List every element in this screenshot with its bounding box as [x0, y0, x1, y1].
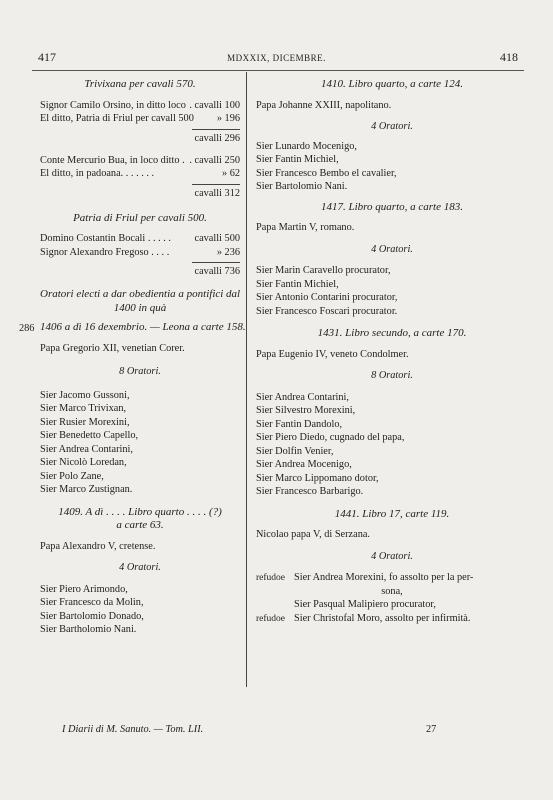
cavalli-row: [40, 99, 240, 113]
pope-line: Papa Eugenio IV, veneto Condolmer.: [256, 348, 409, 360]
section-heading-cont: a carte 63.: [116, 519, 164, 531]
column-divider: [246, 72, 247, 687]
list-item: Sier Andrea Mocenigo,: [256, 459, 352, 470]
sum-total: cavalli 736: [194, 266, 240, 277]
oratori-heading: 4 Oratori.: [371, 121, 413, 132]
list-item: Sier Bartolomio Donado,: [40, 610, 144, 622]
row-value: 100: [224, 99, 240, 111]
list-item: Sier Francesco Barbarigo.: [256, 486, 364, 497]
list-item: Sier Andrea Contarini,: [40, 443, 133, 455]
section-heading: 1441. Libro 17, carte 119.: [334, 507, 450, 520]
row-value: 62: [229, 168, 240, 179]
list-item: Sier Piero Diedo, cugnado del papa,: [256, 432, 405, 443]
row-value: 236: [224, 246, 240, 258]
list-item: [256, 598, 528, 612]
row-name: Signor Camilo Orsino, in ditto loco: [40, 99, 186, 111]
list-item: Sier Jacomo Gussoni,: [40, 389, 130, 401]
list-item: Sier Fantin Michiel,: [256, 154, 339, 165]
margin-number: 286: [19, 323, 35, 334]
section-heading: 1431. Libro secundo, a carte 170.: [317, 327, 467, 339]
row-name: El ditto, in padoana. . . . . . .: [40, 168, 155, 179]
list-item: [256, 571, 528, 585]
row-unit: »: [216, 246, 222, 258]
signature-number: 27: [426, 724, 437, 735]
list-item: Sier Nicolò Loredan,: [40, 457, 127, 468]
cavalli-row: [40, 154, 240, 168]
row-unit: cavalli: [194, 233, 222, 244]
section-heading: 1417. Libro quarto, a carte 183.: [321, 200, 463, 213]
section-heading: 1409. A dì . . . . Libro quarto . . . . (?): [58, 505, 222, 518]
section-heading: Trivixana per cavali 570.: [84, 78, 196, 90]
row-name: Signor Alexandro Fregoso . . . .: [40, 246, 170, 258]
oratori-heading: 8 Oratori.: [371, 370, 413, 381]
chapter-title: Oratori electi a dar obedientia a pontifici dal: [40, 288, 241, 300]
right-column: [256, 77, 528, 625]
list-item: Sier Fantin Michiel,: [256, 278, 339, 290]
section-heading: 1410. Libro quarto, a carte 124.: [321, 78, 463, 90]
list-item: Sier Marco Trivixan,: [40, 403, 127, 414]
left-column: [40, 77, 246, 637]
list-item: Sier Silvestro Morexini,: [256, 405, 356, 416]
cavalli-row: [40, 246, 240, 260]
oratori-heading: 8 Oratori.: [119, 366, 161, 377]
row-unit: »: [216, 113, 222, 124]
running-title: MDXXIX, DICEMBRE.: [227, 53, 326, 63]
footer-title: I Diarii di M. Sanuto. — Tom. LII.: [62, 724, 204, 735]
row-name: Domino Costantin Bocali . . . . .: [40, 233, 171, 244]
row-name: Conte Mercurio Bua, in loco ditto .: [40, 154, 185, 166]
header-rule: [32, 70, 524, 71]
list-item: Sier Fantin Dandolo,: [256, 418, 343, 430]
sum-rule: [192, 184, 240, 185]
list-item: Sier Bartolomio Nani.: [256, 181, 348, 192]
chapter-title-cont: 1400 in quà: [113, 301, 167, 314]
list-item: Sier Lunardo Mocenigo,: [256, 140, 357, 152]
list-item: Sier Dolfin Venier,: [256, 445, 334, 457]
row-name: El ditto, Patria di Friul per cavall 500: [40, 113, 194, 124]
list-item: Sier Francesco Foscari procurator.: [256, 305, 398, 317]
row-value: 500: [224, 233, 240, 244]
list-item: Sier Francesco da Molin,: [40, 597, 144, 608]
sum-total: cavalli 312: [194, 187, 240, 199]
list-item: Sier Bartholomio Nani.: [40, 624, 137, 635]
cavalli-row: [40, 167, 240, 181]
list-item: Sier Marco Zustignan.: [40, 484, 133, 495]
list-item-cont: sona,: [381, 585, 403, 597]
row-value: 250: [224, 154, 240, 166]
row-unit: . cavalli: [189, 99, 222, 111]
list-item: Sier Polo Zane,: [40, 470, 104, 482]
list-item: Sier Benedetto Capello,: [40, 430, 139, 441]
oratori-heading: 4 Oratori.: [371, 550, 413, 562]
pope-line: Papa Martin V, romano.: [256, 222, 355, 233]
list-item: Sier Andrea Contarini,: [256, 391, 349, 403]
list-item-text: Sier Christofal Moro, assolto per infirmità.: [294, 612, 471, 624]
list-item: Sier Piero Arimondo,: [40, 583, 128, 595]
list-item: Sier Antonio Contarini procurator,: [256, 292, 398, 303]
list-item: [256, 612, 528, 626]
row-value: 196: [224, 113, 240, 124]
pope-line: Nicolao papa V, di Serzana.: [256, 529, 370, 540]
sum-total: cavalli 296: [194, 132, 240, 144]
list-item: Sier Francesco Bembo el cavalier,: [256, 167, 397, 179]
cavalli-row: [40, 232, 240, 246]
page-number-left: 417: [38, 50, 56, 64]
list-item: Sier Marco Lippomano dotor,: [256, 472, 379, 484]
list-item-text: Sier Pasqual Malipiero procurator,: [294, 599, 436, 610]
sum-rule: [192, 262, 240, 263]
section-heading: Patria di Friul per cavali 500.: [73, 211, 207, 224]
cavalli-row: [40, 112, 240, 126]
oratori-heading: 4 Oratori.: [119, 562, 161, 573]
pope-line: Papa Alexandro V, cretense.: [40, 540, 156, 552]
pope-line: Papa Johanne XXIII, napolitano.: [256, 99, 392, 111]
section-heading: 1406 a dì 16 dexembrio. — Leona a carte 158.: [40, 321, 246, 333]
row-unit: . cavalli: [189, 154, 222, 166]
page-number-right: 418: [500, 50, 518, 64]
refusal-note: refudoe: [256, 613, 286, 624]
list-item-text: Sier Andrea Morexini, fo assolto per la per-: [294, 572, 474, 583]
refusal-note: refudoe: [256, 573, 286, 583]
pope-line: Papa Gregorio XII, venetian Corer.: [40, 342, 185, 354]
oratori-heading: 4 Oratori.: [371, 243, 413, 255]
sum-rule: [192, 129, 240, 130]
list-item: Sier Rusier Morexini,: [40, 416, 130, 428]
list-item: Sier Marin Caravello procurator,: [256, 265, 391, 276]
row-unit: »: [221, 168, 228, 179]
